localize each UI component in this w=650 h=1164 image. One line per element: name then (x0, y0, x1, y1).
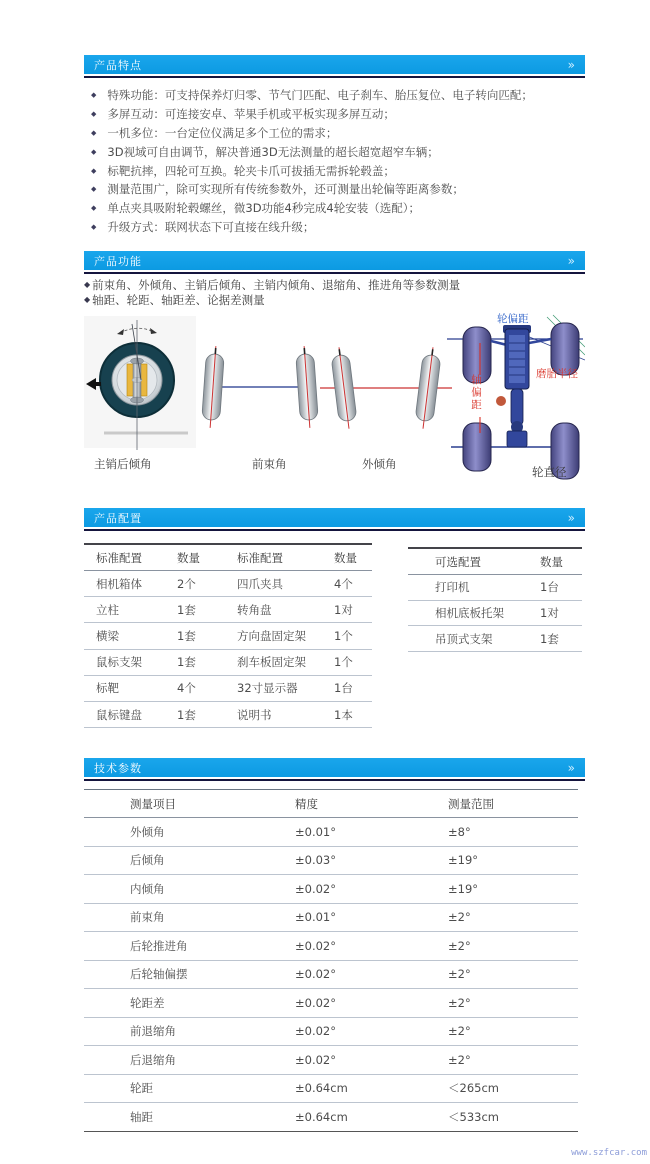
function-text: 轴距、轮距、轴距差、论据差测量 (92, 292, 265, 307)
section-header-features (84, 55, 585, 74)
table-row (84, 676, 372, 702)
table-cell: 后轮推进角 (130, 938, 188, 953)
table-row (84, 847, 578, 876)
table-cell: 1套 (177, 602, 196, 617)
table-cell: ±0.02° (295, 938, 336, 953)
diamond-bullet-icon: ◆ (91, 185, 97, 194)
column-header: 数量 (177, 550, 200, 565)
table-row (84, 961, 578, 990)
table-row (84, 597, 372, 623)
column-header: 数量 (540, 554, 563, 569)
table-cell: 内倾角 (130, 881, 165, 896)
caster-angle-diagram (84, 316, 196, 454)
table-row (84, 702, 372, 728)
feature-text: 测量范围广，除可实现所有传统参数外，还可测量出轮偏等距离参数； (107, 182, 464, 197)
table-cell: 后退缩角 (130, 1052, 176, 1067)
feature-text: 一机多位：一台定位仪满足多个工位的需求； (107, 125, 338, 140)
section-header-functions (84, 251, 585, 270)
diamond-bullet-icon: ◆ (91, 222, 97, 231)
table-row (84, 1046, 578, 1075)
double-chevron-icon: » (567, 253, 575, 268)
table-cell: ±0.01° (295, 910, 336, 925)
column-header: 测量范围 (448, 796, 494, 811)
table-cell: 横梁 (96, 628, 119, 643)
table-cell: 轮距差 (130, 995, 165, 1010)
table-cell: 1套 (177, 655, 196, 670)
table-cell: 1台 (334, 681, 353, 696)
table-cell: ±0.64cm (295, 1081, 348, 1096)
section-title-configuration: 产品配置 (94, 511, 142, 525)
table-row (84, 818, 578, 847)
section-title-specs: 技术参数 (94, 761, 142, 775)
table-cell: ＜265cm (448, 1081, 499, 1096)
table-cell: 2个 (177, 576, 196, 591)
table-cell: ±2° (448, 1024, 471, 1039)
table-cell: ±2° (448, 938, 471, 953)
table-cell: ±19° (448, 853, 479, 868)
table-cell: 鼠标支架 (96, 655, 142, 670)
diamond-bullet-icon: ◆ (91, 110, 97, 119)
table-row (84, 623, 372, 649)
toe-label: 前束角 (252, 457, 287, 471)
table-cell: ±19° (448, 881, 479, 896)
table-cell: 刹车板固定架 (237, 655, 306, 670)
table-cell: ±0.01° (295, 824, 336, 839)
table-cell: 1套 (540, 631, 559, 646)
table-cell: ±0.02° (295, 995, 336, 1010)
section-header-specs (84, 758, 585, 777)
column-header: 可选配置 (435, 554, 481, 569)
table-cell: 前束角 (130, 910, 165, 925)
divider (84, 272, 585, 274)
table-cell: ±0.64cm (295, 1109, 348, 1124)
function-list (84, 277, 585, 307)
table-cell: 1对 (334, 602, 353, 617)
table-cell: 1本 (334, 707, 353, 722)
table-row (408, 626, 582, 652)
diamond-bullet-icon: ◆ (91, 91, 97, 100)
table-cell: 1台 (540, 580, 559, 595)
table-cell: 4个 (177, 681, 196, 696)
table-row (84, 650, 372, 676)
section-title-functions: 产品功能 (94, 254, 142, 268)
table-cell: 前退缩角 (130, 1024, 176, 1039)
table-cell: 四爪夹具 (237, 576, 283, 591)
table-cell: ±0.02° (295, 1024, 336, 1039)
table-cell: ±2° (448, 910, 471, 925)
diamond-bullet-icon: ◆ (91, 166, 97, 175)
optional-config-table (408, 547, 582, 652)
list-item (84, 161, 585, 180)
table-row (408, 575, 582, 601)
table-cell: ±2° (448, 967, 471, 982)
table-row (84, 1103, 578, 1132)
double-chevron-icon: » (567, 510, 575, 525)
feature-list (84, 86, 585, 236)
table-cell: 后倾角 (130, 853, 165, 868)
tech-specs-table (84, 789, 578, 1132)
list-item (84, 86, 585, 105)
wheel-diameter-label: 轮直径 (532, 465, 567, 479)
list-item (84, 105, 585, 124)
divider (84, 779, 585, 781)
table-cell: 相机箱体 (96, 576, 142, 591)
table-cell: ±2° (448, 995, 471, 1010)
table-row (84, 1018, 578, 1047)
double-chevron-icon: » (567, 57, 575, 72)
table-cell: 1套 (177, 628, 196, 643)
table-cell: ±0.02° (295, 1052, 336, 1067)
table-cell: 吊顶式支架 (435, 631, 493, 646)
section-header-configuration (84, 508, 585, 527)
table-cell: 轴距 (130, 1109, 153, 1124)
table-cell: 1套 (177, 707, 196, 722)
double-chevron-icon: » (567, 760, 575, 775)
table-row (84, 904, 578, 933)
list-item (84, 199, 585, 218)
table-cell: 标靶 (96, 681, 119, 696)
table-row (84, 989, 578, 1018)
diamond-bullet-icon: ◆ (84, 280, 91, 290)
divider (84, 76, 585, 78)
list-item (84, 180, 585, 199)
feature-text: 特殊功能：可支持保养灯归零、节气门匹配、电子刹车、胎压复位、电子转向匹配； (107, 88, 533, 103)
list-item (84, 124, 585, 143)
wheel-offset-label: 轮偏距 (497, 313, 529, 325)
table-cell: 32寸显示器 (237, 681, 298, 696)
table-header-row (84, 790, 578, 818)
feature-text: 多屏互动：可连接安卓、苹果手机或平板实现多屏互动； (107, 107, 395, 122)
table-cell: 1个 (334, 628, 353, 643)
table-header-row (84, 545, 372, 571)
column-header: 精度 (295, 796, 318, 811)
list-item (84, 142, 585, 161)
table-row (84, 1075, 578, 1104)
diamond-bullet-icon: ◆ (91, 147, 97, 156)
diamond-bullet-icon: ◆ (84, 295, 91, 305)
table-cell: 轮距 (130, 1081, 153, 1096)
table-row (84, 875, 578, 904)
camber-label: 外倾角 (362, 457, 397, 471)
toe-angle-diagram (196, 340, 324, 432)
tire-radius-label: 磨胎半径 (536, 368, 578, 380)
feature-text: 标靶抗摔，四轮可互换。轮夹卡爪可拔插无需拆轮毂盖； (107, 163, 395, 178)
section-title-features: 产品特点 (94, 58, 142, 72)
column-header: 测量项目 (130, 796, 176, 811)
table-cell: 说明书 (237, 707, 272, 722)
table-cell: 后轮轴偏摆 (130, 967, 188, 982)
table-cell: 外倾角 (130, 824, 165, 839)
feature-text: 升级方式：联网状态下可直接在线升级； (107, 219, 315, 234)
table-row (84, 571, 372, 597)
table-cell: ±0.03° (295, 853, 336, 868)
table-row (408, 601, 582, 627)
camber-angle-diagram (318, 340, 454, 435)
diamond-bullet-icon: ◆ (91, 204, 97, 213)
table-cell: ±0.02° (295, 967, 336, 982)
table-cell: 4个 (334, 576, 353, 591)
table-cell: 1对 (540, 606, 559, 621)
table-header-row (408, 549, 582, 575)
list-item (84, 218, 585, 237)
table-cell: 打印机 (435, 580, 470, 595)
site-watermark: www.szfcar.com (571, 1148, 647, 1158)
table-row (84, 932, 578, 961)
table-cell: ±8° (448, 824, 471, 839)
table-cell: 转角盘 (237, 602, 272, 617)
chassis-axle-diagram (445, 305, 585, 480)
column-header: 标准配置 (237, 550, 283, 565)
column-header: 标准配置 (96, 550, 142, 565)
divider (84, 529, 585, 531)
caster-label: 主销后倾角 (94, 457, 152, 471)
column-header: 数量 (334, 550, 357, 565)
standard-config-table (84, 543, 372, 728)
table-cell: 立柱 (96, 602, 119, 617)
table-cell: 方向盘固定架 (237, 628, 306, 643)
feature-text: 3D视域可自由调节，解决普通3D无法测量的超长超宽超窄车辆； (107, 144, 439, 159)
table-cell: 1个 (334, 655, 353, 670)
table-cell: ±0.02° (295, 881, 336, 896)
diamond-bullet-icon: ◆ (91, 128, 97, 137)
table-cell: ＜533cm (448, 1109, 499, 1124)
feature-text: 单点夹具吸附轮毂螺丝，微3D功能4秒完成4轮安装（选配）； (107, 201, 420, 216)
table-cell: ±2° (448, 1052, 471, 1067)
table-cell: 鼠标键盘 (96, 707, 142, 722)
function-text: 前束角、外倾角、主销后倾角、主销内倾角、退缩角、推进角等参数测量 (92, 277, 461, 292)
axle-offset-label: 轴偏距 (470, 374, 482, 412)
table-cell: 相机底板托架 (435, 606, 504, 621)
list-item (84, 277, 585, 292)
